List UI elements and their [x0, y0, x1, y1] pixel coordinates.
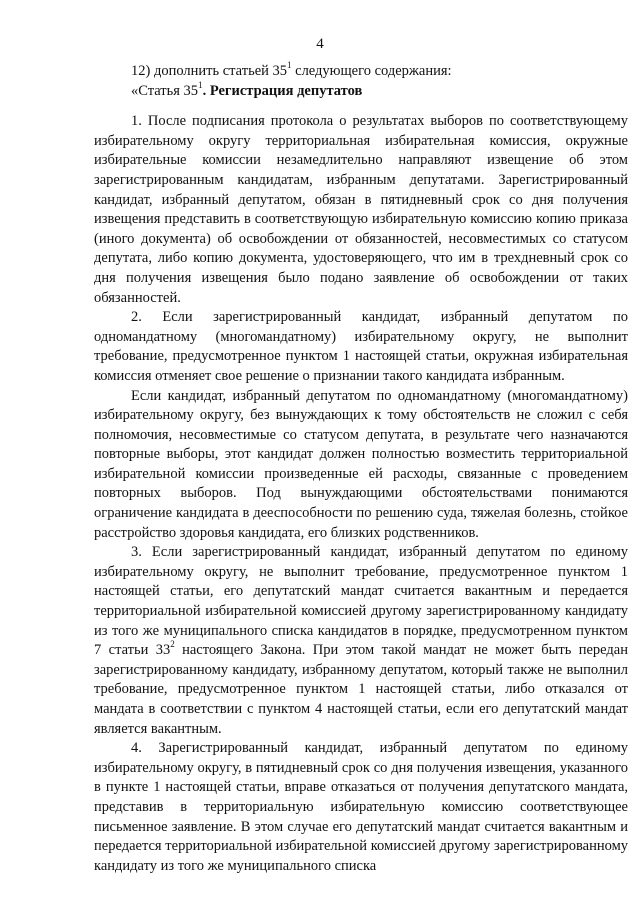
- article-heading-dot: .: [202, 82, 210, 99]
- paragraph-2-continued: Если кандидат, избранный депутатом по одномандатному (многомандатному) избирательному округу, без вынуждающих к тому обстоятельств не сложил с себя полномочия, несовместимые со статусом депутата, в результате чего назначаются повторные выборы, этот кандидат должен полностью возместить территориальной избирательной комиссии произведенные ей расходы, связанные с проведением повторных выборов. Под вынуждающими обстоятельствами понимаются ограничение кандидата в дееспособности по решению суда, тяжелая болезнь, стойкое расстройство здоровья кандидата, его близких родственников.: [94, 387, 628, 541]
- amendment-intro-text-after: следующего содержания:: [291, 63, 452, 79]
- paragraph-1: 1. После подписания протокола о результатах выборов по соответствующему избирательному округу территориальная избирательная комиссия, окружные избирательные комиссии незамедлительно направляют извещение об этом зарегистрированным кандидатам, избранным депутатами. Зарегистрированный кандидат, избранный депутатом, обязан в пятидневный срок со дня получения извещения представить в соответствующую избирательную комиссию копию приказа (иного документа) об освобождении от обязанностей, несовместимых со статусом депутата, либо копию документа, удостоверяющего, что им в трехдневный срок со дня получения извещения было подано заявление об освобождении от таких обязанностей.: [94, 113, 628, 306]
- paragraph-3: [94, 543, 628, 739]
- amendment-intro-text: 12) дополнить статьей 35: [131, 63, 288, 79]
- article-heading: [94, 79, 628, 102]
- article-heading-superscript: 1: [198, 79, 203, 90]
- paragraph-2: 2. Если зарегистрированный кандидат, избранный депутатом по одномандатному (многомандатному) избирательному округу, не выполнит требование, предусмотренное пунктом 1 настоящей статьи, окружная избирательная комиссия отменяет свое решение о признании такого кандидата избранным.: [94, 309, 628, 384]
- page-number: 4: [316, 36, 324, 52]
- amendment-intro-superscript: 1: [287, 60, 292, 71]
- paragraph-3-superscript: 2: [170, 639, 175, 650]
- spacer: [94, 101, 628, 112]
- paragraph-3-part-1: 3. Если зарегистрированный кандидат, избранный депутатом по единому избирательному округу, не выполнит требование, предусмотренное пунктом 1 настоящей статьи, его депутатский мандат считается вакантным и передается территориальной избирательной комиссией другому зарегистрированному кандидату из того же муниципального списка кандидатов в порядке, предусмотренном пунктом 7 статьи 33: [94, 544, 628, 659]
- amendment-intro: [94, 62, 628, 82]
- article-heading-title: Регистрация депутатов: [209, 82, 363, 99]
- article-heading-prefix: «Статья 35: [131, 82, 199, 99]
- paragraph-4: 4. Зарегистрированный кандидат, избранный депутатом по единому избирательному округу, в пятидневный срок со дня получения извещения, указанного в пункте 1 настоящей статьи, вправе отказаться от получения депутатского мандата, представив в территориальную избирательную комиссию соответствующее письменное заявление. В этом случае его депутатский мандат считается вакантным и передается территориальной избирательной комиссией другому зарегистрированному кандидату из того же муниципального списка: [94, 740, 628, 874]
- paragraph-3-part-2: настоящего Закона. При этом такой мандат не может быть передан зарегистрированному кандидату, избранному депутатом, который также не выполнил требование, предусмотренное пунктом 1 настоящей статьи, либо отказался от мандата в соответствии с пунктом 4 настоящей статьи, если его депутатский мандат является вакантным.: [94, 642, 628, 737]
- document-body: [94, 62, 628, 876]
